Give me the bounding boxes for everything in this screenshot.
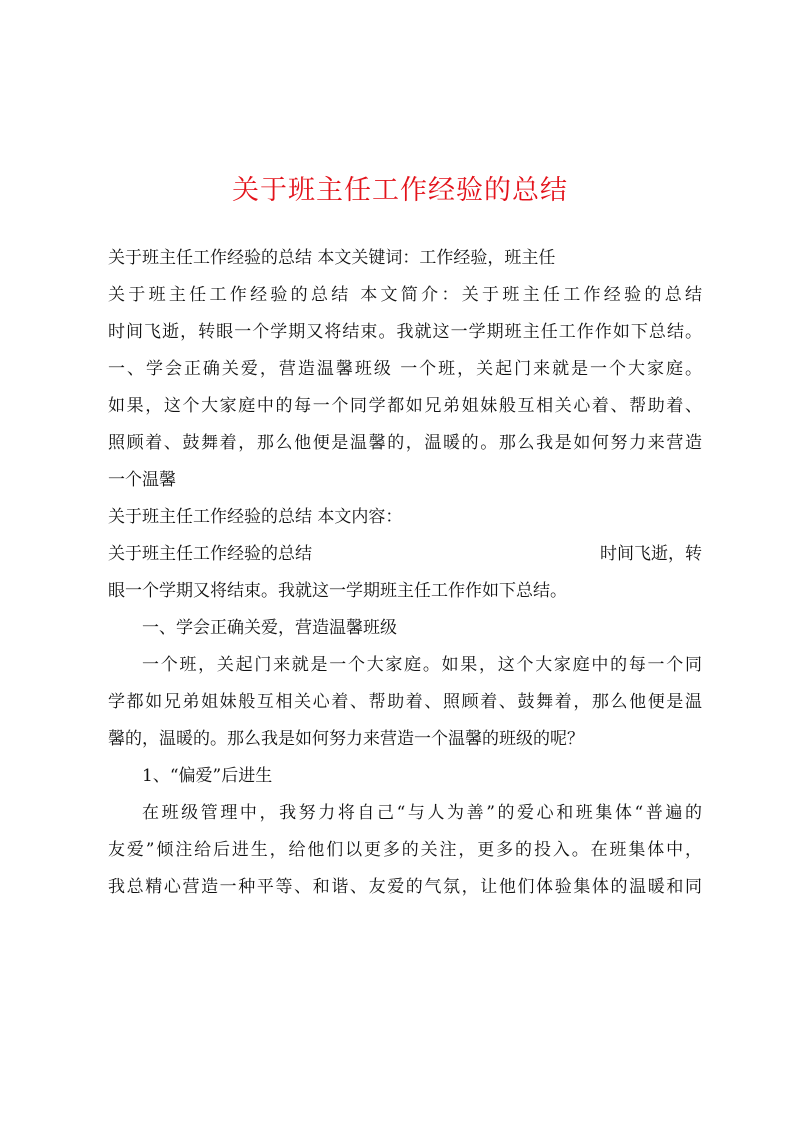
summary-line-3: 一、学会正确关爱，营造温馨班级 一个班，关起门来就是一个大家庭。	[108, 359, 702, 379]
summary-line-2: 时间飞逝，转眼一个学期又将结束。我就这一学期班主任工作作如下总结。	[108, 322, 702, 342]
para-2-line-3: 我总精心营造一种平等、和谐、友爱的气氛，让他们体验集体的温暖和同	[108, 877, 702, 897]
content-head-line-2: 眼一个学期又将结束。我就这一学期班主任工作作如下总结。	[108, 581, 567, 601]
summary-line-1: 关于班主任工作经验的总结 本文简介：关于班主任工作经验的总结	[108, 285, 702, 305]
section-1-heading: 一、学会正确关爱，营造温馨班级	[142, 618, 397, 638]
para-2-line-2: 友爱”倾注给后进生，给他们以更多的关注，更多的投入。在班集体中，	[108, 840, 702, 860]
content-head-right: 时间飞逝，转	[600, 544, 702, 564]
content-label: 关于班主任工作经验的总结 本文内容：	[108, 507, 403, 527]
keywords-line: 关于班主任工作经验的总结 本文关键词：工作经验，班主任	[108, 248, 556, 268]
para-1-line-3: 馨的，温暖的。那么我是如何努力来营造一个温馨的班级的呢？	[108, 729, 584, 749]
document-title: 关于班主任工作经验的总结	[232, 175, 568, 206]
content-head-line	[108, 536, 702, 573]
content-head-left: 关于班主任工作经验的总结	[108, 544, 312, 564]
summary-line-5: 照顾着、鼓舞着，那么他便是温馨的，温暖的。那么我是如何努力来营造	[108, 433, 702, 453]
para-1-line-2: 学都如兄弟姐妹般互相关心着、帮助着、照顾着、鼓舞着，那么他便是温	[108, 692, 702, 712]
summary-line-4: 如果，这个大家庭中的每一个同学都如兄弟姐妹般互相关心着、帮助着、	[108, 396, 702, 416]
para-1-line-1: 一个班，关起门来就是一个大家庭。如果，这个大家庭中的每一个同	[142, 655, 702, 675]
sub-1-heading: 1、“偏爱”后进生	[142, 766, 273, 786]
document-body	[108, 240, 702, 906]
summary-line-6: 一个温馨	[108, 470, 176, 490]
para-2-line-1: 在班级管理中，我努力将自己“与人为善”的爱心和班集体“普遍的	[142, 803, 702, 823]
